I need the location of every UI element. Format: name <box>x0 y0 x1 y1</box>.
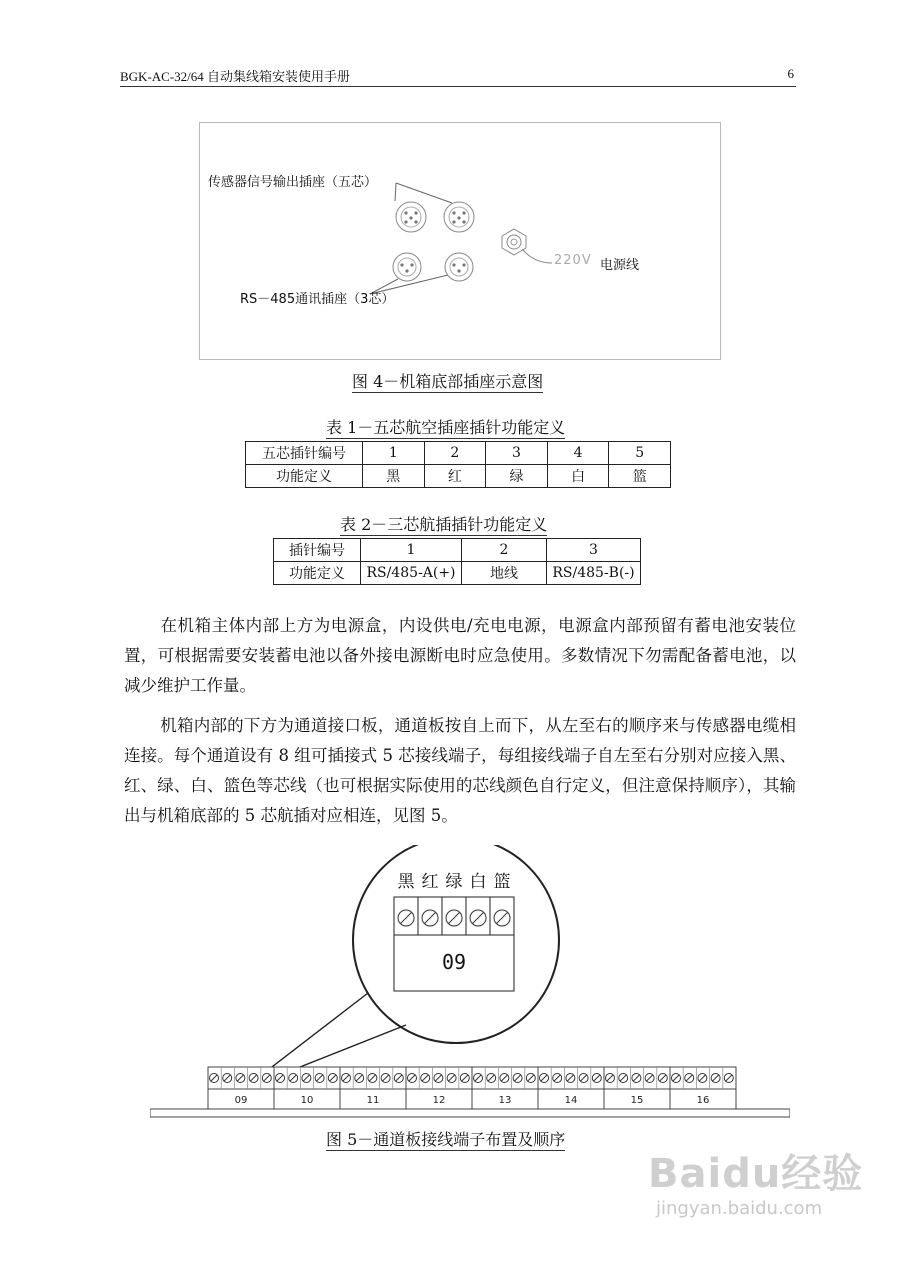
table-2 <box>273 538 641 585</box>
table-cell: 1 <box>361 539 462 562</box>
table-cell: 绿 <box>486 465 548 488</box>
figure-4-caption: 图 4－机箱底部插座示意图 <box>352 372 544 391</box>
paragraph-2-text: 机箱内部的下方为通道接口板，通道板按自上而下，从左至右的顺序来与传感器电缆相连接。每个通道设有 8 组可插接式 5 芯接线端子，每组接线端子自左至右分别对应接入黑、红、绿、白、篮色等芯线（也可根据实际使用的芯线颜色自行定义，但注意保持顺序），其输出与机箱底部的 5 芯航插对应相连，见图 5。 <box>124 716 796 825</box>
channel-number-label: 14 <box>564 1095 578 1106</box>
channel-number-label: 09 <box>234 1095 248 1106</box>
table-2-caption: 表 2－三芯航插插针功能定义 <box>340 515 548 534</box>
table-cell: 3 <box>547 539 641 562</box>
page-number: 6 <box>787 66 794 81</box>
wire-color-label: 红 <box>421 872 439 892</box>
baidu-watermark <box>640 1140 864 1240</box>
paragraph-2 <box>124 711 796 831</box>
page-header <box>120 64 796 86</box>
three-pin-socket-1 <box>393 253 421 281</box>
three-pin-socket-2 <box>445 253 473 281</box>
table-row <box>274 562 641 585</box>
socket-diagram <box>200 123 720 359</box>
table-cell: 地线 <box>462 562 547 585</box>
table-cell: 功能定义 <box>274 562 361 585</box>
channel-number-label: 12 <box>432 1095 446 1106</box>
table-cell: 2 <box>424 442 486 465</box>
voltage-label: 220V <box>554 253 592 268</box>
power-cable-gland <box>502 229 526 255</box>
paragraph-1 <box>124 611 796 701</box>
figure-5 <box>150 845 790 1120</box>
table-1-caption: 表 1－五芯航空插座插针功能定义 <box>326 418 566 437</box>
table-cell: 功能定义 <box>246 465 363 488</box>
channel-number-label: 13 <box>498 1095 512 1106</box>
table-cell: 插针编号 <box>274 539 361 562</box>
table-row <box>246 465 671 488</box>
paragraph-1-text: 在机箱主体内部上方为电源盒，内设供电/充电电源，电源盒内部预留有蓄电池安装位置，可根据需要安装蓄电池以备外接电源断电时应急使用。多数情况下勿需配备蓄电池，以减少维护工作量。 <box>124 616 796 695</box>
table-cell: 3 <box>486 442 548 465</box>
table-cell: 白 <box>547 465 609 488</box>
table-row <box>246 442 671 465</box>
header-title: BGK-AC-32/64 自动集线箱安装使用手册 <box>120 69 351 84</box>
table-cell: 2 <box>462 539 547 562</box>
wire-color-label: 绿 <box>445 872 463 892</box>
sensor-socket-label: 传感器信号输出插座（五芯） <box>208 175 378 190</box>
wire-color-label: 篮 <box>493 872 511 892</box>
channel-number-label: 16 <box>696 1095 710 1106</box>
table-cell: RS/485-B(-) <box>547 562 641 585</box>
table-cell: 4 <box>547 442 609 465</box>
channel-number-label: 10 <box>300 1095 314 1106</box>
figure-5-caption: 图 5－通道板接线端子布置及顺序 <box>326 1130 566 1149</box>
power-cable-label: 电源线 <box>600 258 640 273</box>
table-cell: 5 <box>609 442 671 465</box>
wire-color-label: 黑 <box>397 872 415 892</box>
channel-number-label: 15 <box>630 1095 644 1106</box>
watermark-url: jingyan.baidu.com <box>656 1198 823 1219</box>
table-cell: 1 <box>363 442 425 465</box>
table-cell: 黑 <box>363 465 425 488</box>
five-pin-socket-2 <box>444 202 474 232</box>
table-cell: RS/485-A(+) <box>361 562 462 585</box>
board-edge <box>150 1109 790 1117</box>
figure-4-panel <box>199 122 721 360</box>
wire-color-label: 白 <box>469 872 487 892</box>
table-1 <box>245 441 671 488</box>
channel-number-label: 11 <box>366 1095 380 1106</box>
table-cell: 篮 <box>609 465 671 488</box>
header-rule <box>120 86 796 87</box>
watermark-logo: Baidu经验 <box>648 1151 864 1197</box>
table-cell: 五芯插针编号 <box>246 442 363 465</box>
table-cell: 红 <box>424 465 486 488</box>
rs485-socket-label: RS－485通讯插座（3芯） <box>240 292 395 307</box>
zoom-terminal-block <box>394 897 514 935</box>
terminal-board-diagram <box>150 845 790 1120</box>
zoom-channel-number: 09 <box>441 950 467 974</box>
table-row <box>274 539 641 562</box>
five-pin-socket-1 <box>396 202 426 232</box>
